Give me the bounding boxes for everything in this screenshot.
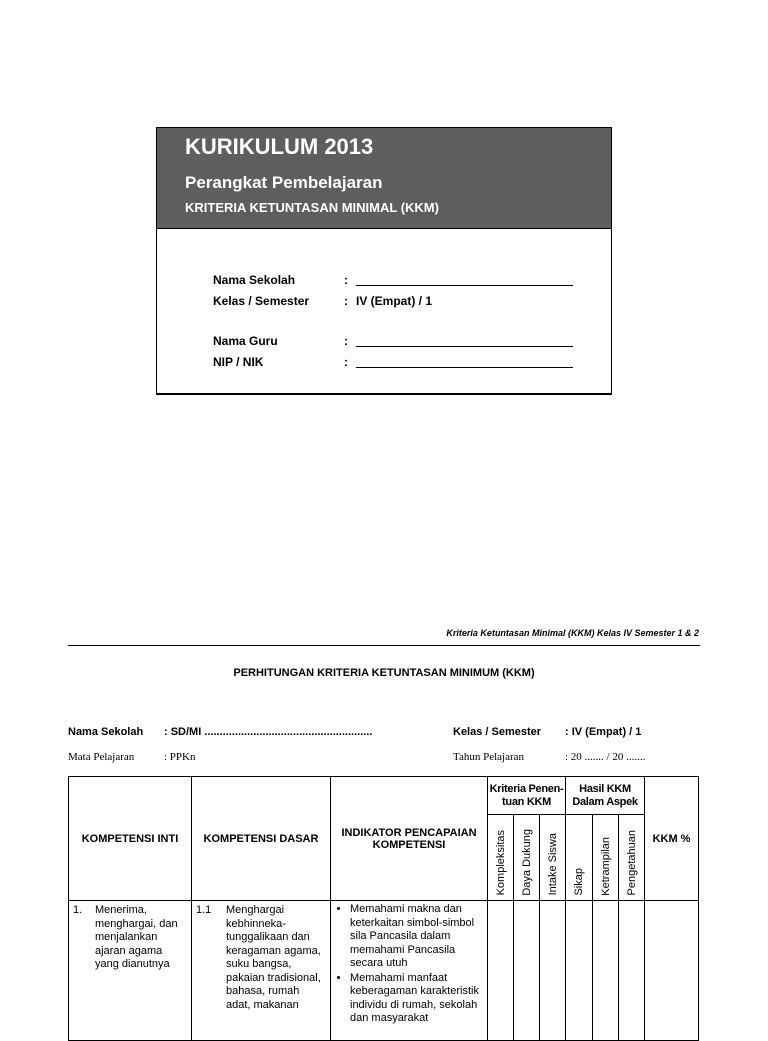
- subject-label: Mata Pelajaran: [68, 751, 135, 763]
- cell-ketrampilan: [593, 901, 619, 1041]
- cover-box: [156, 127, 612, 395]
- year-label: Tahun Pelajaran: [453, 751, 525, 763]
- table-row: [69, 901, 699, 1041]
- field-value: IV (Empat) / 1: [356, 294, 433, 308]
- header-kompleksitas: Kompleksitas: [488, 815, 514, 901]
- field-blank-line: [356, 285, 573, 286]
- header-ketrampilan: Ketrampilan: [593, 815, 619, 901]
- header-hasil-kkm: Hasil KKM Dalam Aspek: [566, 777, 645, 815]
- kkm-table: [68, 776, 699, 1041]
- class-value: : IV (Empat) / 1: [565, 726, 642, 738]
- field-label: Nama Sekolah: [213, 273, 296, 287]
- field-colon: :: [344, 273, 348, 287]
- class-label: Kelas / Semester: [453, 726, 542, 738]
- header-divider: [68, 645, 700, 646]
- ki-number: 1.: [73, 904, 83, 916]
- cell-indikator: [331, 901, 488, 1041]
- header-pengetahuan: Pengetahuan: [619, 815, 645, 901]
- cell-kkm-percent: [645, 901, 699, 1041]
- indicator-item: • Memahami makna dan keterkaitan simbol-simbol sila Pancasila dalam memahami Pancasila secara utuh: [350, 903, 484, 971]
- subject-value: : PPKn: [164, 751, 196, 763]
- cover-subtitle-kkm: KRITERIA KETUNTASAN MINIMAL (KKM): [185, 200, 439, 215]
- ki-text: Menerima, menghargai, dan menjalankan ajaran agama yang dianutnya: [95, 904, 178, 970]
- header-kkm-percent: KKM %: [645, 777, 699, 901]
- cell-daya-dukung: [514, 901, 540, 1041]
- cell-pengetahuan: [619, 901, 645, 1041]
- cover-header: [157, 128, 611, 229]
- cover-title: KURIKULUM 2013: [185, 134, 374, 159]
- header-kompetensi-dasar: KOMPETENSI DASAR: [192, 777, 331, 901]
- cell-intake-siswa: [540, 901, 566, 1041]
- cell-kompetensi-dasar: [192, 901, 331, 1041]
- field-label: Nama Guru: [213, 334, 278, 348]
- header-daya-dukung: Daya Dukung: [514, 815, 540, 901]
- cover-subtitle: Perangkat Pembelajaran: [185, 173, 383, 192]
- year-value: : 20 ....... / 20 .......: [565, 751, 646, 763]
- header-kriteria-penentuan: Kriteria Penen-tuan KKM: [488, 777, 566, 815]
- school-label: Nama Sekolah: [68, 726, 144, 738]
- kd-number: 1.1: [196, 904, 212, 916]
- header-kompetensi-inti: KOMPETENSI INTI: [69, 777, 192, 901]
- field-colon: :: [344, 334, 348, 348]
- cell-sikap: [566, 901, 593, 1041]
- header-intake-siswa: Intake Siswa: [540, 815, 566, 901]
- field-colon: :: [344, 355, 348, 369]
- cell-kompetensi-inti: [69, 901, 192, 1041]
- field-label: Kelas / Semester: [213, 294, 310, 308]
- field-blank-line: [356, 367, 573, 368]
- cell-kompleksitas: [488, 901, 514, 1041]
- field-colon: :: [344, 294, 348, 308]
- header-indikator: INDIKATOR PENCAPAIAN KOMPETENSI: [331, 777, 488, 901]
- header-sikap: Sikap: [566, 815, 593, 901]
- running-header: Kriteria Ketuntasan Minimal (KKM) Kelas IV Semester 1 & 2: [446, 628, 699, 638]
- kd-text: Menghargai kebhinneka-tunggalikaan dan keragaman agama, suku bangsa, pakaian tradisional, bahasa, rumah adat, makanan: [226, 904, 321, 1011]
- school-value: : SD/MI .......................................................: [164, 726, 373, 738]
- field-label: NIP / NIK: [213, 355, 264, 369]
- field-blank-line: [356, 346, 573, 347]
- document-title: PERHITUNGAN KRITERIA KETUNTASAN MINIMUM (KKM): [233, 667, 535, 679]
- indicator-item: • Memahami manfaat keberagaman karakteristik individu di rumah, sekolah dan masyarakat: [350, 972, 484, 1026]
